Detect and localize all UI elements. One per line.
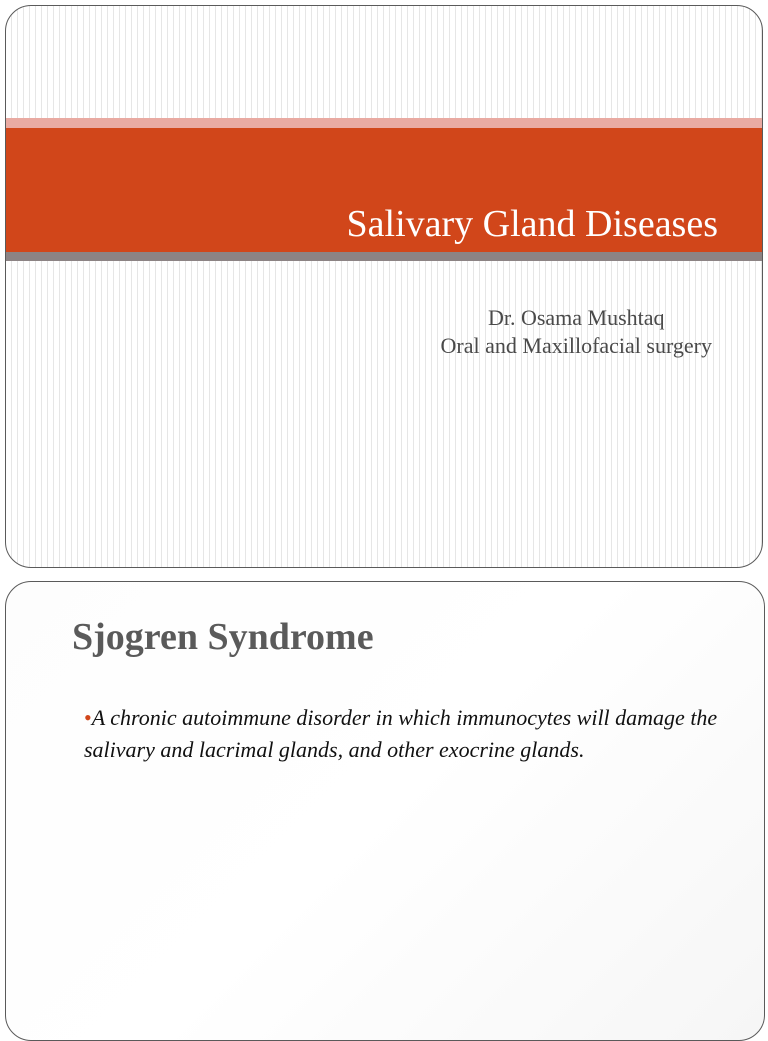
author-name: Dr. Osama Mushtaq: [487, 305, 665, 330]
title-band-highlight: [6, 118, 762, 128]
title-band-shadow: [6, 252, 762, 261]
slide-title: Salivary Gland Diseases: [346, 203, 718, 245]
slide-heading: Sjogren Syndrome: [72, 616, 374, 658]
content-slide: [5, 581, 765, 1041]
author-department: Oral and Maxillofacial surgery: [440, 333, 712, 358]
bullet-item: [84, 702, 744, 766]
title-slide: [5, 5, 763, 568]
bullet-text: A chronic autoimmune disorder in which immunocytes will damage the salivary and lacrimal glands, and other exocrine glands.: [84, 705, 718, 762]
slide-subtitle: [441, 304, 712, 360]
bullet-icon: •: [84, 705, 92, 730]
